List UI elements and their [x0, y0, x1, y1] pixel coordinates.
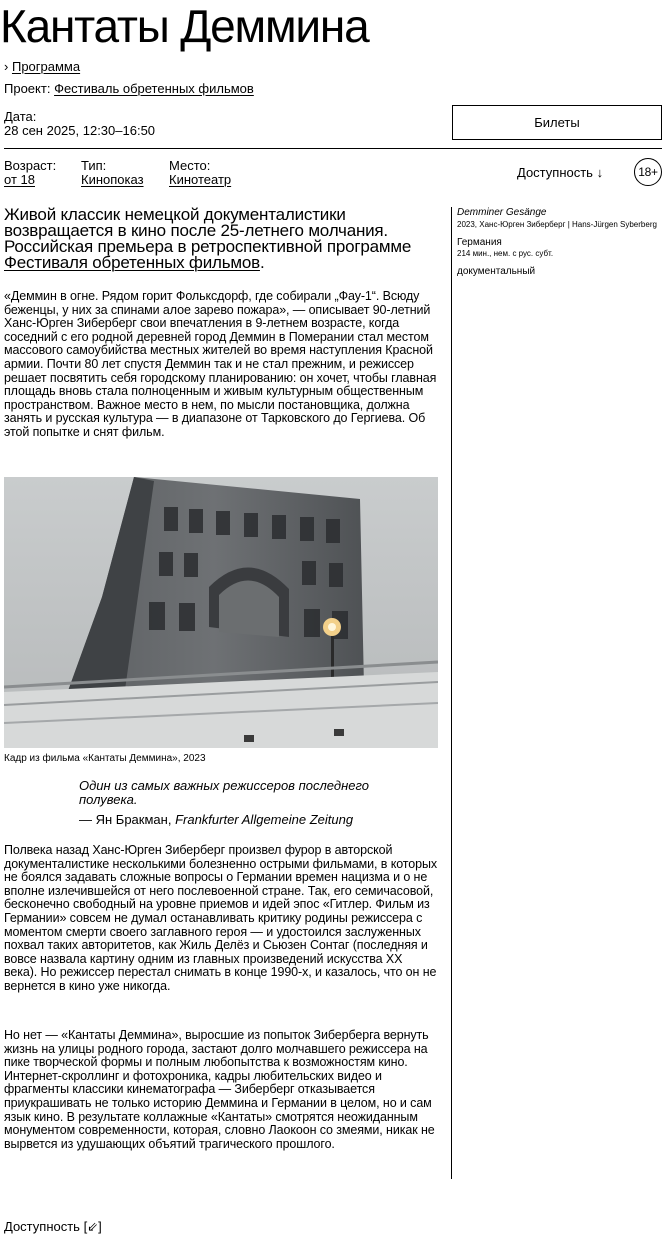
lead-body: Живой классик немецкой документалистики возвращается в кино после 25-летнего молчания. Российская премьера в ретроспективной программе	[4, 205, 412, 256]
image-caption: Кадр из фильма «Кантаты Деммина», 2023	[4, 753, 206, 764]
lead-festival-link[interactable]: Фестиваля обретенных фильмов	[4, 253, 260, 272]
date-value: 28 сен 2025, 12:30–16:50	[4, 123, 156, 138]
date-label: Дата:	[4, 109, 37, 124]
paragraph-3: Но нет — «Кантаты Деммина», выросшие из попыток Зиберберга вернуть жизнь на улицы родного города, застают долго молчавшего режиссера на пике творческой формы и полным любопытства к возможностям кино. Интернет-скроллинг и фотохроника, кадры любительских видео и фрагменты классики кинематографа — Зиберберг отказывается приукрашивать не только историю Деммина и Германии в целом, но и сам язык кино. В результате коллажные «Кантаты» смотрятся неожиданным монументом современности, которая, словно Лаокоон со змеями, никак не вырвется из удушающих объятий трагического прошлого.	[4, 1028, 435, 1151]
age-rating-badge: 18+	[634, 158, 662, 186]
project-label: Проект:	[4, 81, 51, 96]
paragraph-1: «Деммин в огне. Рядом горит Фольксдорф, где собирали „Фау-1“. Всюду беженцы, у них за спинами алое зарево пожара», — описывает 90-летний Ханс-Юрген Зиберберг свои впечатления в 9-летнем возрасте, когда соседний с его родной деревней город Деммин в Померании стал местом массового самоубийства местных жителей во время наступления Красной армии. Почти 80 лет спустя Деммин так и не стал прежним, и режиссер решает посвятить себя городскому планированию: он хочет, чтобы главная площадь вновь стала полноценным и живым культурным общественным пространством. Важное место в нем, по мысли постановщика, должна занять и русская культура — в диапазоне от Тарковского до Гергиева. Об этой попытке и снят фильм.	[4, 289, 437, 439]
lead-end: .	[259, 253, 265, 272]
age-link[interactable]: от 18	[4, 172, 35, 187]
place-link[interactable]: Кинотеатр	[169, 172, 232, 187]
page-title: Кантаты Деммина	[0, 0, 369, 52]
project-link[interactable]: Фестиваль обретенных фильмов	[54, 81, 254, 96]
breadcrumb-arrow-icon: ›	[4, 59, 9, 74]
breadcrumb	[4, 59, 80, 75]
film-info-sidebar	[457, 207, 662, 278]
sidebar-divider	[451, 207, 452, 1179]
film-genre: документальный	[457, 266, 536, 277]
quote-source: Frankfurter Allgemeine Zeitung	[175, 812, 354, 827]
tickets-button[interactable]: Билеты	[452, 105, 662, 140]
film-country: Германия	[457, 237, 502, 248]
film-still-image	[4, 477, 438, 748]
age-label: Возраст:	[4, 158, 57, 173]
date-block	[4, 110, 155, 138]
type-link[interactable]: Кинопоказ	[81, 172, 144, 187]
breadcrumb-link-program[interactable]: Программа	[11, 59, 81, 74]
quote-author	[79, 812, 353, 827]
meta-age	[4, 159, 56, 187]
paragraph-2: Полвека назад Ханс-Юрген Зиберберг произвел фурор в авторской документалистике несколькими болезненно острыми фильмами, в которых не боялся задавать сложные вопросы о Германии времен нацизма и о не вполне излечившейся от него послевоенной стране. Так, его семичасовой, бесконечно свободный на уровне приемов и идей эпос «Гитлер. Фильм из Германии» совсем не думал останавливать критику родины режиссера с моментом смерти своего заглавного героя — и удостоился заслуженных похвал таких авторитетов, как Жиль Делёз и Сьюзен Сонтаг (последняя и вовсе назвала картину одним из главных произведений искусства XX века). Но режиссер перестал снимать в конце 1990-х, и казалось, что он не вернется в кино уже никогда.	[4, 843, 438, 993]
type-label: Тип:	[81, 158, 107, 173]
divider	[4, 148, 662, 149]
footer-accessibility-button[interactable]: Доступность [⇙]	[4, 1219, 102, 1234]
meta-type	[81, 159, 144, 187]
accessibility-toggle[interactable]: Доступность ↓	[517, 165, 604, 180]
project-line	[4, 81, 254, 97]
quote-text: Один из самых важных режиссеров последнего полувека.	[79, 778, 369, 807]
original-title: Demminer Gesänge	[457, 207, 547, 218]
place-label: Место:	[169, 158, 211, 173]
lead-text	[4, 207, 438, 271]
film-credits: 2023, Ханс-Юрген Зиберберг | Hans-Jürgen Syberberg	[457, 220, 657, 229]
meta-place	[169, 159, 231, 187]
film-details: 214 мин., нем. с рус. субт.	[457, 249, 554, 258]
quote-author-name: — Ян Бракман,	[79, 812, 172, 827]
film-still-illustration	[4, 477, 438, 748]
